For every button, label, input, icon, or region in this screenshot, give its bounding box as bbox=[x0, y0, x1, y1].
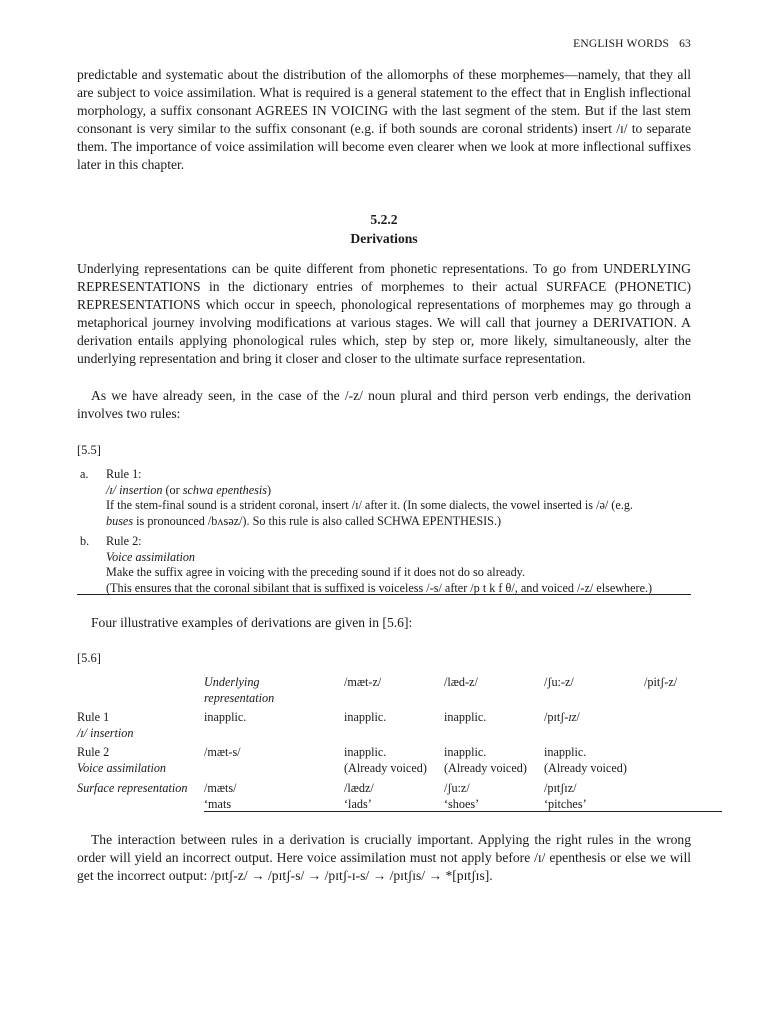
rule-title: Rule 1: bbox=[106, 467, 142, 481]
table-cell: /lædz/ ‘lads’ bbox=[344, 781, 374, 811]
table-row-rule-1 bbox=[77, 710, 691, 742]
paragraph-derivation-definition: Underlying representations can be quite different from phonetic representations. To go from UNDERLYING REPRESENTATIONS in the dictionary entries of morphemes to their actual SURFACE (PHONETIC) REPRESENTATIONS which occur in speech, phonological representations of morphemes may go through a metaphorical journey involving modifications at various stages. We will call that journey a DERIVATION. A derivation entails applying phonological rules which, step by step or, more likely, simultaneously, alter the underlying representation and bring it closer and closer to the ultimate surface representation. bbox=[77, 261, 691, 366]
table-cell: /mæt-z/ bbox=[344, 675, 382, 689]
table-cell: /læd-z/ bbox=[444, 675, 478, 689]
paragraph-voice-assimilation: predictable and systematic about the distribution of the allomorphs of these morphemes—namely, that they all are subject to voice assimilation. What is required is a general statement to the effect that in English inflectional morphology, a suffix consonant AGREES IN VOICING with the last segment of the stem. But if the last stem consonant is very similar to the suffix consonant (e.g. if both sounds are coronal stridents) insert /ɪ/ to separate them. The importance of voice assimilation will become even clearer when we look at more inflectional suffixes later in this chapter. bbox=[77, 67, 691, 172]
table-cell: /mæt-s/ bbox=[204, 745, 241, 759]
rule-description-cont: buses is pronounced /bʌsəz/). So this rule is also called SCHWA EPENTHESIS.) bbox=[106, 513, 502, 528]
table-cell: /pɪtʃɪz/ ‘pitches’ bbox=[544, 781, 587, 811]
rule-letter: b. bbox=[80, 534, 90, 548]
table-cell: inapplic. (Already voiced) bbox=[444, 745, 527, 775]
page-number: 63 bbox=[679, 38, 691, 50]
table-cell: inapplic. bbox=[344, 710, 387, 724]
rule-description: Make the suffix agree in voicing with the preceding sound if it does not do so already. bbox=[106, 565, 526, 579]
paragraph-examples-intro: Four illustrative examples of derivations are given in [5.6]: bbox=[91, 615, 413, 630]
table-cell: Surface representation bbox=[77, 781, 188, 795]
rule-item-1 bbox=[77, 467, 691, 529]
rule-letter: a. bbox=[80, 467, 89, 481]
table-cell: /pɪtʃ-ɪz/ bbox=[544, 710, 580, 724]
table-cell: inapplic. (Already voiced) bbox=[544, 745, 627, 775]
rule-name: Voice assimilation bbox=[106, 549, 196, 564]
table-row-rule-2 bbox=[77, 745, 691, 777]
rule-divider bbox=[77, 594, 691, 595]
table-cell: Rule 1 /ɪ/ insertion bbox=[77, 710, 134, 740]
rule-title: Rule 2: bbox=[106, 534, 142, 548]
paragraph-two-rules: As we have already seen, in the case of the /-z/ noun plural and third person verb endings, the derivation involves two rules: bbox=[77, 388, 691, 421]
section-number: 5.2.2 bbox=[370, 212, 398, 227]
rule-item-2 bbox=[77, 534, 691, 596]
table-divider bbox=[204, 811, 722, 812]
example-label-5-5: [5.5] bbox=[77, 443, 101, 457]
table-cell: /ʃu:z/ ‘shoes’ bbox=[444, 781, 480, 811]
section-title: Derivations bbox=[350, 231, 418, 246]
rule-description-cont: (This ensures that the coronal sibilant that is suffixed is voiceless /-s/ after /p t k f θ/, and voiced /-z/ elsewhere.) bbox=[106, 580, 653, 595]
paragraph-rule-ordering: The interaction between rules in a derivation is crucially important. Applying the right rules in the wrong order will yield an incorrect output. Here voice assimilation must not apply before /ɪ/ epenthesis or else we will get the incorrect output: /pɪtʃ-z/ → /pɪtʃ-s/ → /pɪtʃ-ɪ-s/ → /pɪtʃɪs/ → *[pɪtʃɪs]. bbox=[77, 832, 691, 883]
rule-list bbox=[77, 467, 691, 596]
running-title: ENGLISH WORDS bbox=[573, 38, 670, 50]
rule-name: /ɪ/ insertion (or schwa epenthesis) bbox=[106, 482, 272, 497]
table-cell: inapplic. bbox=[204, 710, 247, 724]
table-row-header bbox=[77, 675, 691, 707]
table-cell: Rule 2 Voice assimilation bbox=[77, 745, 167, 775]
table-cell: /pitʃ-z/ bbox=[644, 675, 678, 689]
table-cell: Underlying representation bbox=[204, 675, 275, 705]
running-head bbox=[573, 38, 691, 50]
table-cell: inapplic. bbox=[444, 710, 487, 724]
table-cell: inapplic. (Already voiced) bbox=[344, 745, 427, 775]
table-row-surface bbox=[77, 781, 691, 813]
rule-description: If the stem-final sound is a strident coronal, insert /ɪ/ after it. (In some dialects, the vowel inserted is /ə/ (e.g. bbox=[106, 498, 633, 512]
table-cell: /ʃu:-z/ bbox=[544, 675, 574, 689]
table-cell: /mæts/ ‘mats bbox=[204, 781, 237, 811]
example-label-5-6: [5.6] bbox=[77, 651, 101, 665]
